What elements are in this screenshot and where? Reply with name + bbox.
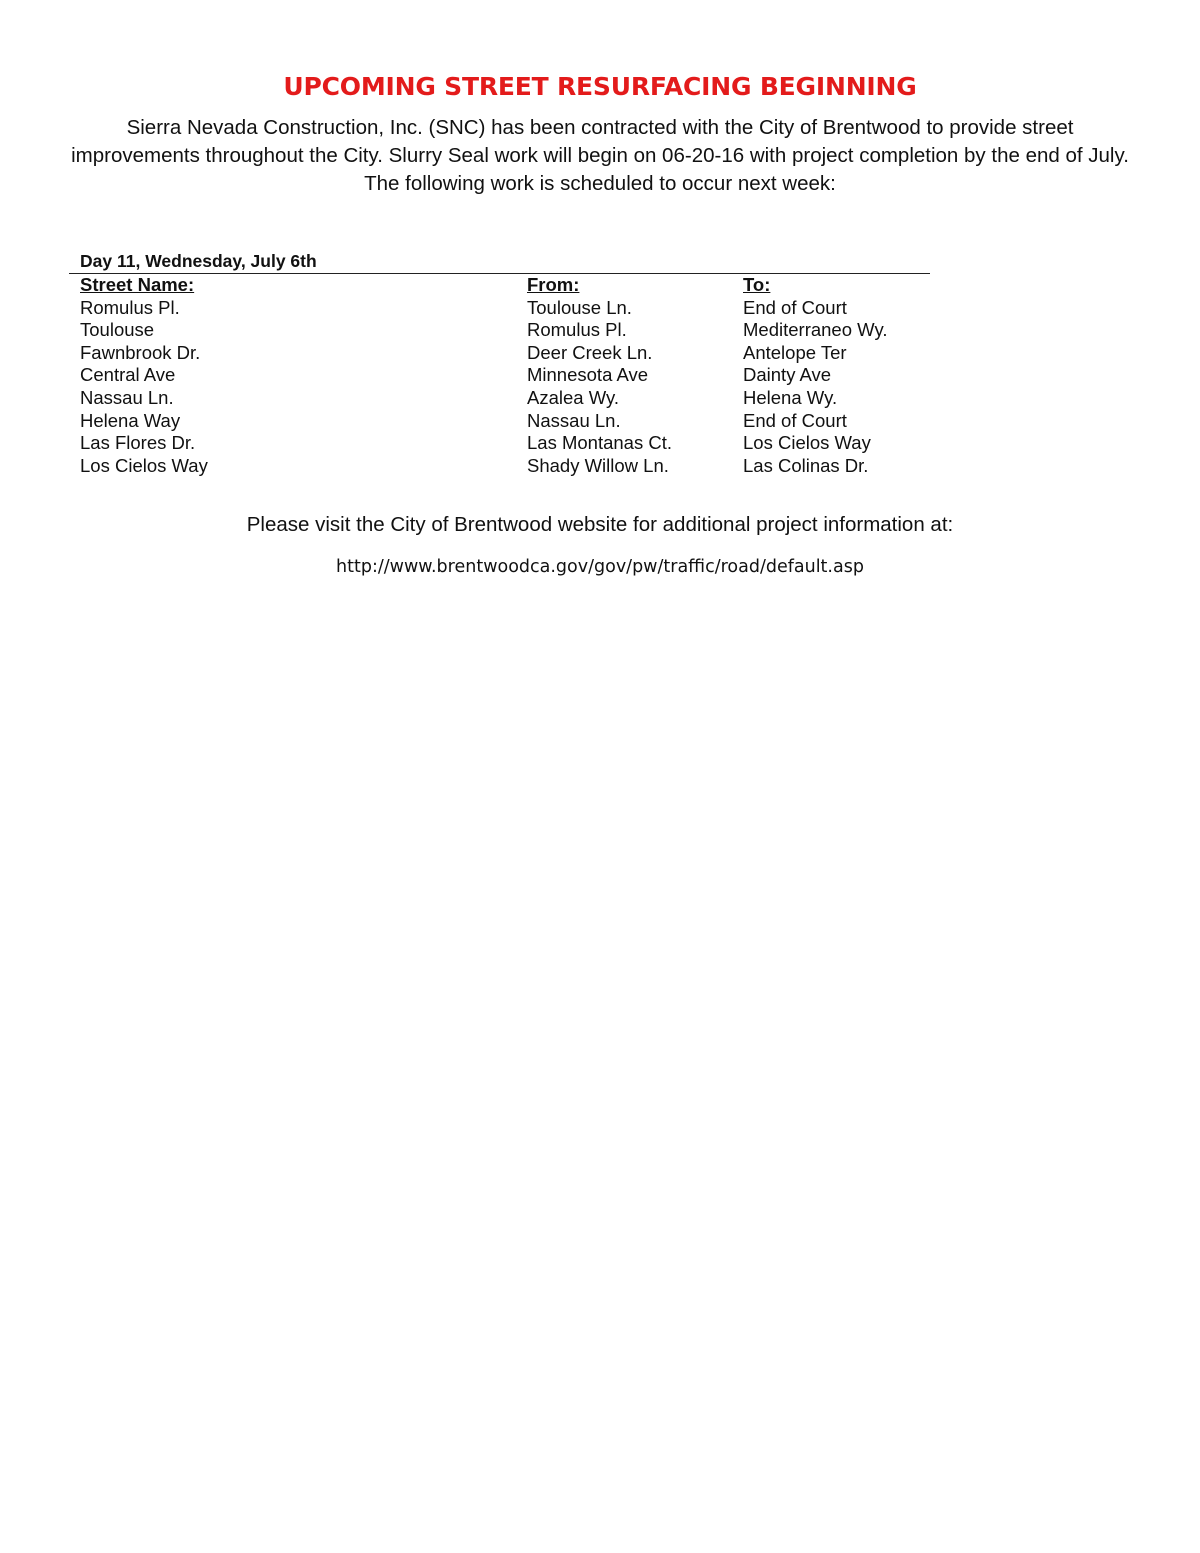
street-name-cell: Fawnbrook Dr.	[80, 341, 201, 363]
to-cell: End of Court	[743, 296, 847, 318]
header-from: From:	[527, 274, 580, 295]
street-name-cell: Las Flores Dr.	[80, 432, 196, 454]
street-name-cell: Helena Way	[80, 409, 181, 431]
street-name-cell: Romulus Pl.	[80, 296, 180, 318]
from-cell: Las Montanas Ct.	[527, 432, 672, 454]
to-cell: Las Colinas Dr.	[743, 454, 869, 476]
intro-paragraph: Sierra Nevada Construction, Inc. (SNC) has been contracted with the City of Brentwood to provide street improvements throughout the City. Slurry Seal work will begin on 06-20-16 with project completion by the end of July. The following work is scheduled to occur next week:	[71, 116, 1129, 195]
table-row	[80, 342, 930, 365]
table-row	[80, 432, 930, 455]
to-cell: Helena Wy.	[743, 386, 838, 408]
table-row	[80, 364, 930, 387]
to-cell: End of Court	[743, 409, 847, 431]
table-row	[80, 410, 930, 433]
street-name-cell: Nassau Ln.	[80, 386, 174, 408]
schedule-table	[80, 274, 930, 477]
from-cell: Deer Creek Ln.	[527, 341, 653, 363]
header-to: To:	[743, 274, 771, 295]
project-info-link[interactable]: http://www.brentwoodca.gov/gov/pw/traffic/road/default.asp	[336, 557, 864, 577]
to-cell: Los Cielos Way	[743, 432, 871, 454]
to-cell: Dainty Ave	[743, 364, 832, 386]
from-cell: Toulouse Ln.	[527, 296, 632, 318]
from-cell: Romulus Pl.	[527, 319, 627, 341]
street-name-cell: Central Ave	[80, 364, 176, 386]
table-row	[80, 387, 930, 410]
day-heading: Day 11, Wednesday, July 6th	[80, 251, 317, 271]
header-street-name: Street Name:	[80, 274, 195, 295]
to-cell: Antelope Ter	[743, 341, 847, 363]
street-name-cell: Los Cielos Way	[80, 454, 208, 476]
table-row	[80, 455, 930, 478]
to-cell: Mediterraneo Wy.	[743, 319, 888, 341]
street-name-cell: Toulouse	[80, 319, 155, 341]
from-cell: Shady Willow Ln.	[527, 454, 669, 476]
from-cell: Nassau Ln.	[527, 409, 621, 431]
table-row	[80, 319, 930, 342]
from-cell: Minnesota Ave	[527, 364, 649, 386]
from-cell: Azalea Wy.	[527, 386, 620, 408]
visit-website-text: Please visit the City of Brentwood website for additional project information at:	[246, 513, 954, 536]
table-row	[80, 297, 930, 320]
table-header-row	[80, 274, 930, 297]
page-title: UPCOMING STREET RESURFACING BEGINNING	[283, 72, 917, 101]
